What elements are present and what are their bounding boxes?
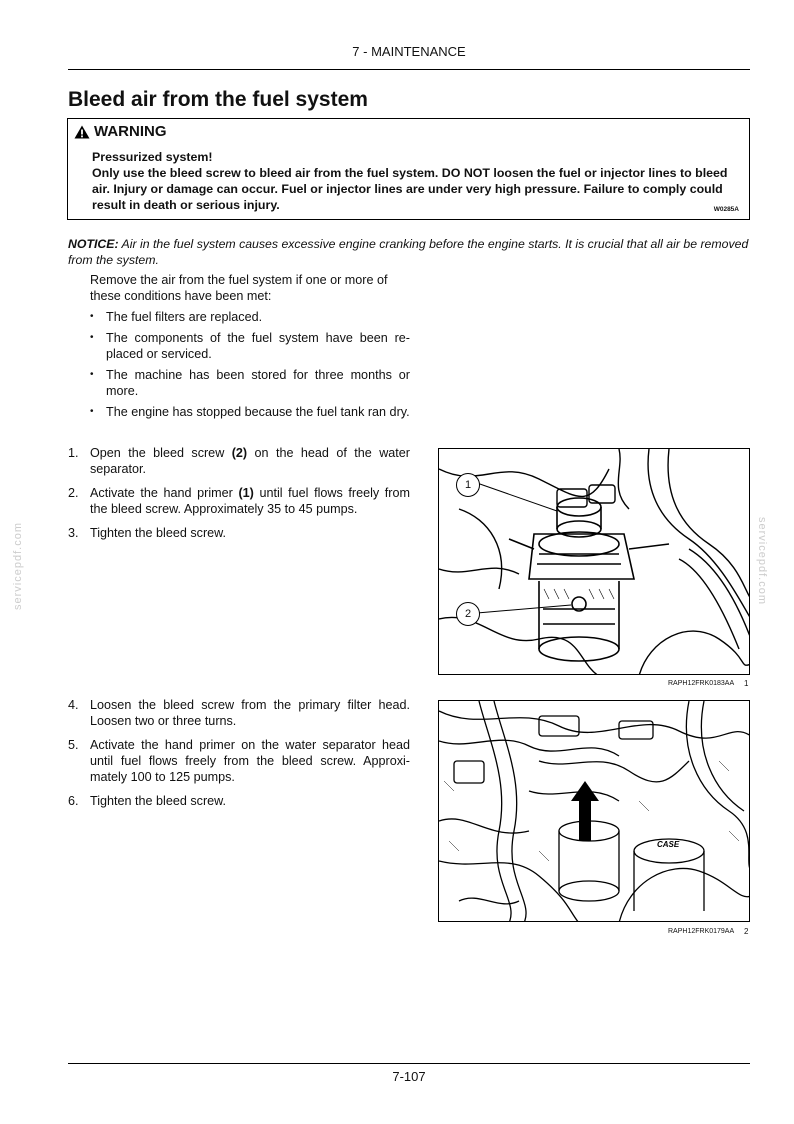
callout-1: 1	[456, 473, 480, 497]
warning-box	[67, 118, 750, 220]
step-ref: (1)	[238, 486, 254, 500]
case-brand-label: CASE	[657, 840, 680, 849]
conditions-list	[90, 309, 410, 425]
step-number: 6.	[68, 794, 79, 808]
step-text: on the head of the water separator.	[90, 446, 410, 476]
step-item	[68, 697, 410, 729]
callout-2: 2	[456, 602, 480, 626]
section-header: 7 - MAINTENANCE	[352, 44, 466, 59]
warning-body	[92, 149, 742, 213]
notice-paragraph	[68, 236, 752, 268]
list-item: • The engine has stopped because the fuel tank ran dry.	[90, 404, 410, 420]
figure-1-code: RAPH12FRK0183AA	[668, 680, 735, 687]
step-item	[68, 485, 410, 517]
footer-rule	[68, 1063, 750, 1064]
step-text: Tighten the bleed screw.	[90, 526, 227, 540]
step-number: 3.	[68, 526, 79, 540]
steps-list-a	[68, 445, 410, 549]
intro-paragraph: Remove the air from the fuel system if one or more of these conditions have been met:	[90, 273, 388, 303]
page-title: Bleed air from the fuel system	[68, 88, 368, 111]
warning-triangle-icon	[74, 125, 90, 139]
step-text: Activate the hand primer on the water separator head until fuel flows freely from the bleed screw. Approxi-mately 100 to 125 pumps.	[90, 738, 410, 784]
list-item: • The fuel filters are replaced.	[90, 309, 410, 325]
step-text: until fuel flows freely from the bleed screw. Approximately 35 to 45 pumps.	[90, 486, 410, 516]
warning-code: W0285A	[713, 206, 739, 213]
list-item: • The machine has been stored for three months or more.	[90, 367, 410, 399]
step-text: Open the bleed screw	[90, 446, 232, 460]
warning-label: WARNING	[94, 123, 167, 140]
watermark-left: servicepdf.com	[11, 522, 24, 610]
figure-2-code: RAPH12FRK0179AA	[668, 928, 735, 935]
warning-heading: Pressurized system!	[92, 150, 213, 164]
warning-title	[74, 123, 167, 140]
header-rule	[68, 69, 750, 70]
step-number: 4.	[68, 698, 79, 712]
figure-2-drawing	[439, 701, 750, 922]
step-item	[68, 793, 410, 809]
step-number: 1.	[68, 446, 79, 460]
figure-2-primary-filter-image	[438, 700, 750, 922]
figure-1-drawing	[439, 449, 750, 675]
figure-2-number: 2	[744, 927, 749, 936]
step-text: Loosen the bleed screw from the primary filter head. Loosen two or three turns.	[90, 698, 410, 728]
notice-label: NOTICE:	[68, 237, 119, 251]
watermark-right: servicepdf.com	[755, 517, 768, 605]
figure-1-water-separator-image	[438, 448, 750, 675]
step-number: 5.	[68, 738, 79, 752]
step-ref: (2)	[231, 446, 248, 460]
step-item	[68, 525, 410, 541]
step-number: 2.	[68, 486, 79, 500]
step-item	[68, 737, 410, 785]
step-item	[68, 445, 410, 477]
steps-list-b	[68, 697, 410, 817]
step-text: Tighten the bleed screw.	[90, 794, 227, 808]
warning-text: Only use the bleed screw to bleed air from the fuel system. DO NOT loosen the fuel or injector lines to bleed air. Injury or damage can occur. Fuel or injector lines are under very high pressure. Failure to comply could result in death or serious injury.	[92, 166, 728, 212]
step-text: Activate the hand primer	[90, 486, 239, 500]
figure-1-number: 1	[744, 679, 749, 688]
notice-text: Air in the fuel system causes excessive engine cranking before the engine starts. It is crucial that all air be removed from the system.	[68, 237, 749, 267]
page-number: 7-107	[392, 1069, 426, 1084]
list-item: • The components of the fuel system have been re-placed or serviced.	[90, 330, 410, 362]
